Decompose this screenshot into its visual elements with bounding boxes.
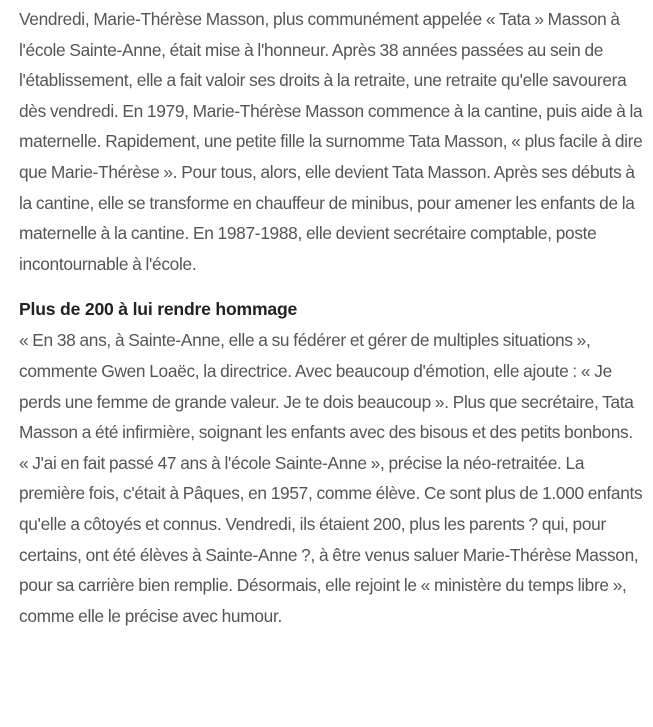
article-paragraph-2: « En 38 ans, à Sainte-Anne, elle a su fédérer et gérer de multiples situations », commente Gwen Loaëc, la directrice. Avec beaucoup d'émotion, elle ajoute : « Je perds une femme de grande valeur. Je te dois beaucoup ». Plus que secrétaire, Tata Masson a été infirmière, soignant les enfants avec des bisous et des petits bonbons. « J'ai en fait passé 47 ans à l'école Sainte-Anne », précise la néo-retraitée. La première fois, c'était à Pâques, en 1957, comme élève. Ce sont plus de 1.000 enfants qu'elle a côtoyés et connus. Vendredi, ils étaient 200, plus les parents ? qui, pour certains, ont été élèves à Sainte-Anne ?, à être venus saluer Marie-Thérèse Masson, pour sa carrière bien remplie. Désormais, elle rejoint le « ministère du temps libre », comme elle le précise avec humour. (19, 330, 643, 626)
article-body (19, 4, 643, 631)
article-paragraph-1: Vendredi, Marie-Thérèse Masson, plus communément appelée « Tata » Masson à l'école Sainte-Anne, était mise à l'honneur. Après 38 années passées au sein de l'établissement, elle a fait valoir ses droits à la retraite, une retraite qu'elle savourera dès vendredi. En 1979, Marie-Thérèse Masson commence à la cantine, puis aide à la maternelle. Rapidement, une petite fille la surnomme Tata Masson, « plus facile à dire que Marie-Thérèse ». Pour tous, alors, elle devient Tata Masson. Après ses débuts à la cantine, elle se transforme en chauffeur de minibus, pour amener les enfants de la maternelle à la cantine. En 1987-1988, elle devient secrétaire comptable, poste incontournable à l'école. (19, 9, 643, 274)
article-subheading: Plus de 200 à lui rendre hommage (19, 299, 298, 320)
